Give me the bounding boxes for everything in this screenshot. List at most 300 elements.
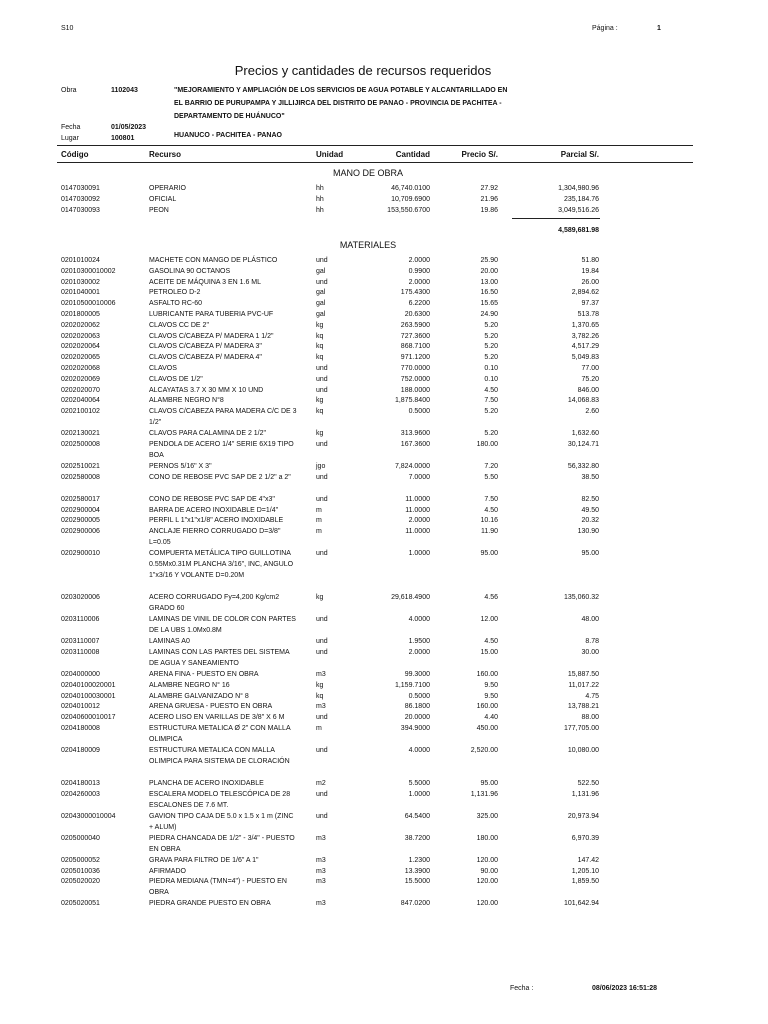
resource-code: 02043000010004 bbox=[61, 812, 116, 820]
resource-code: 0203110008 bbox=[61, 649, 100, 656]
resource-partial: 14,068.83 bbox=[567, 397, 599, 405]
resource-code: 02010300010002 bbox=[61, 267, 116, 275]
obra-code: 1102043 bbox=[111, 87, 138, 94]
obra-label: Obra bbox=[61, 87, 77, 94]
resource-price: 9.50 bbox=[484, 692, 498, 700]
resource-partial: 522.50 bbox=[577, 780, 599, 787]
resource-name: PETROLEO D-2 bbox=[149, 289, 201, 297]
resource-partial: 4.75 bbox=[585, 692, 599, 700]
column-header-resource: Recurso bbox=[149, 150, 182, 159]
resource-partial: 97.37 bbox=[581, 300, 599, 308]
resource-unit: und bbox=[316, 616, 328, 624]
resource-code: 0202020069 bbox=[61, 375, 100, 383]
resource-unit: m bbox=[316, 528, 322, 536]
resource-partial: 19.84 bbox=[581, 267, 599, 275]
resource-qty: 20.0000 bbox=[404, 714, 430, 722]
resource-qty: 0.5000 bbox=[408, 408, 430, 416]
resource-code: 0203110007 bbox=[61, 638, 100, 646]
lugar-description: HUANUCO - PACHITEA - PANAO bbox=[174, 132, 282, 139]
resource-price: 95.00 bbox=[480, 780, 498, 787]
resource-unit: und bbox=[316, 278, 328, 286]
resource-name: PIEDRA GRANDE PUESTO EN OBRA bbox=[149, 900, 271, 908]
resource-price: 5.20 bbox=[484, 354, 498, 362]
resource-unit: kg bbox=[316, 594, 324, 602]
resource-code: 0204180009 bbox=[61, 747, 100, 754]
resource-unit: m3 bbox=[316, 867, 326, 875]
resource-code: 0202500008 bbox=[61, 441, 100, 448]
resource-partial: 1,632.60 bbox=[571, 430, 599, 438]
resource-name: ANCLAJE FIERRO CORRUGADO D=3/8" L=0.05 bbox=[149, 528, 281, 547]
resource-partial: 1,205.10 bbox=[571, 867, 599, 875]
resource-price: 4.50 bbox=[484, 638, 498, 646]
resource-qty: 46,740.0100 bbox=[391, 185, 430, 192]
resource-partial: 95.00 bbox=[581, 550, 599, 558]
resource-partial: 2,894.62 bbox=[571, 289, 599, 297]
resource-qty: 868.7100 bbox=[400, 343, 430, 351]
resource-name: CLAVOS CC DE 2" bbox=[149, 321, 209, 329]
resource-name: PENDOLA DE ACERO 1/4" SERIE 6X19 TIPO BOA bbox=[149, 441, 294, 459]
column-header-unit: Unidad bbox=[316, 150, 344, 159]
resource-price: 5.20 bbox=[484, 332, 498, 340]
resource-qty: 10,709.6900 bbox=[391, 195, 430, 203]
resource-name: ASFALTO RC-60 bbox=[149, 300, 203, 308]
resource-partial: 846.00 bbox=[577, 386, 599, 394]
resource-code: 0204000000 bbox=[61, 671, 100, 678]
resource-qty: 1.0000 bbox=[408, 550, 430, 558]
resource-unit: kq bbox=[316, 408, 324, 416]
resource-unit: kq bbox=[316, 343, 324, 351]
resource-price: 120.00 bbox=[476, 900, 498, 908]
resource-price: 7.50 bbox=[484, 397, 498, 405]
resource-code: 0203110006 bbox=[61, 616, 100, 624]
resource-name: ESTRUCTURA METALICA Ø 2" CON MALLA OLIMPICA bbox=[149, 725, 291, 743]
resource-partial: 177,705.00 bbox=[563, 725, 599, 732]
resource-partial: 1,370.65 bbox=[571, 321, 599, 329]
page-number: 1 bbox=[657, 25, 661, 32]
resource-qty: 167.3600 bbox=[400, 441, 430, 448]
resource-qty: 4.0000 bbox=[408, 747, 430, 754]
section-title-labor: MANO DE OBRA bbox=[332, 168, 403, 178]
column-header-code: Código bbox=[61, 150, 89, 159]
resource-unit: und bbox=[316, 257, 328, 264]
page-label: Página : bbox=[592, 25, 618, 32]
footer-date-value: 08/06/2023 16:51:28 bbox=[592, 985, 657, 992]
resource-unit: und bbox=[316, 649, 328, 656]
resource-price: 4.50 bbox=[484, 506, 498, 514]
resource-partial: 75.20 bbox=[581, 375, 599, 383]
resource-code: 0202020065 bbox=[61, 354, 100, 362]
resource-code: 0204180013 bbox=[61, 780, 100, 787]
resource-partial: 3,782.26 bbox=[571, 332, 599, 340]
resource-qty: 770.0000 bbox=[400, 365, 430, 372]
resource-unit: hh bbox=[316, 185, 324, 192]
resource-code: 0205020051 bbox=[61, 900, 100, 908]
resource-code: 0202900006 bbox=[61, 528, 100, 536]
resource-name: CLAVOS C/CABEZA P/ MADERA 1 1/2" bbox=[149, 332, 274, 340]
resource-price: 10.16 bbox=[480, 517, 498, 525]
resource-code: 0202130021 bbox=[61, 430, 100, 438]
resource-name: ARENA GRUESA - PUESTO EN OBRA bbox=[149, 703, 273, 711]
resource-partial: 101,642.94 bbox=[563, 900, 599, 908]
resource-qty: 64.5400 bbox=[404, 812, 430, 820]
resource-qty: 1.0000 bbox=[408, 790, 430, 798]
resource-partial: 48.00 bbox=[581, 616, 599, 624]
resource-qty: 1.9500 bbox=[408, 638, 430, 646]
resource-price: 15.00 bbox=[480, 649, 498, 656]
resource-unit: gal bbox=[316, 311, 326, 318]
resource-partial: 130.90 bbox=[577, 528, 599, 536]
resource-qty: 2.0000 bbox=[408, 649, 430, 656]
resource-name: GAVION TIPO CAJA DE 5.0 x 1.5 x 1 m (ZINC + ALUM) bbox=[149, 812, 294, 831]
resource-price: 0.10 bbox=[484, 365, 498, 372]
resource-qty: 38.7200 bbox=[404, 834, 430, 842]
resource-price: 90.00 bbox=[480, 867, 498, 875]
resource-unit: kg bbox=[316, 321, 324, 329]
resource-unit: und bbox=[316, 386, 328, 394]
resource-name: BARRA DE ACERO INOXIDABLE D=1/4" bbox=[149, 506, 279, 514]
resource-partial: 49.50 bbox=[581, 506, 599, 514]
resource-qty: 2.0000 bbox=[408, 257, 430, 264]
resource-price: 120.00 bbox=[476, 878, 498, 886]
resource-name: PERNOS 5/16" X 3" bbox=[149, 463, 212, 470]
resource-partial: 6,970.39 bbox=[571, 834, 599, 842]
resource-name: LAMINAS DE VINIL DE COLOR CON PARTES DE LA UBS 1.0Mx0.8M bbox=[149, 616, 296, 635]
resource-code: 0202020064 bbox=[61, 343, 100, 351]
resource-name: PEON bbox=[149, 206, 169, 214]
document-title: Precios y cantidades de recursos requeridos bbox=[234, 63, 492, 78]
resource-name: PLANCHA DE ACERO INOXIDABLE bbox=[149, 780, 264, 787]
resource-price: 19.86 bbox=[480, 206, 498, 214]
resource-name: GRAVA PARA FILTRO DE 1/6" A 1" bbox=[149, 856, 259, 864]
resource-qty: 5.5000 bbox=[408, 780, 430, 787]
section-title-materials: MATERIALES bbox=[339, 240, 397, 250]
resource-qty: 7,824.0000 bbox=[394, 463, 430, 470]
resource-partial: 8.78 bbox=[585, 638, 599, 646]
resource-price: 450.00 bbox=[476, 725, 498, 732]
resource-partial: 15,887.50 bbox=[567, 671, 599, 678]
resource-unit: m bbox=[316, 517, 322, 525]
resource-code: 0202900010 bbox=[61, 550, 100, 558]
resource-name: PIEDRA MEDIANA (TMN=4") - PUESTO EN OBRA bbox=[149, 878, 287, 897]
resource-unit: und bbox=[316, 790, 328, 798]
fecha-label: Fecha bbox=[61, 124, 81, 131]
resource-qty: 847.0200 bbox=[400, 900, 430, 908]
resource-name: ALAMBRE GALVANIZADO N° 8 bbox=[149, 692, 249, 700]
resource-partial: 4,517.29 bbox=[571, 343, 599, 351]
resource-qty: 11.0000 bbox=[405, 506, 430, 514]
resource-unit: kq bbox=[316, 692, 324, 700]
resource-qty: 11.0000 bbox=[405, 495, 430, 503]
resource-code: 0202900004 bbox=[61, 506, 100, 514]
resource-qty: 394.9000 bbox=[400, 725, 430, 732]
resource-partial: 11,017.22 bbox=[568, 681, 599, 689]
resource-price: 160.00 bbox=[476, 671, 498, 678]
lugar-code: 100801 bbox=[111, 135, 135, 142]
resource-partial: 5,049.83 bbox=[571, 354, 599, 362]
resource-partial: 1,131.96 bbox=[571, 790, 599, 798]
resource-qty: 0.5000 bbox=[408, 692, 430, 700]
resource-code: 0202020063 bbox=[61, 332, 100, 340]
resource-price: 15.65 bbox=[480, 300, 498, 308]
resource-code: 0201030002 bbox=[61, 278, 100, 286]
resource-name: CLAVOS DE 1/2" bbox=[149, 375, 203, 383]
resource-price: 4.50 bbox=[484, 386, 498, 394]
resource-price: 4.56 bbox=[484, 594, 498, 602]
resource-qty: 86.1800 bbox=[404, 703, 430, 711]
resource-qty: 188.0000 bbox=[400, 386, 430, 394]
resource-code: 0202580008 bbox=[61, 473, 100, 481]
resource-partial: 1,859.50 bbox=[571, 878, 599, 886]
resource-unit: und bbox=[316, 812, 328, 820]
resource-partial: 38.50 bbox=[581, 473, 599, 481]
resource-unit: m3 bbox=[316, 671, 326, 678]
resource-qty: 153,550.6700 bbox=[387, 206, 430, 214]
resource-price: 13.00 bbox=[480, 278, 498, 286]
resource-qty: 20.6300 bbox=[404, 311, 430, 318]
resource-partial: 13,788.21 bbox=[567, 703, 599, 711]
resource-partial: 235,184.76 bbox=[563, 195, 599, 203]
resource-name: ACEITE DE MÁQUINA 3 EN 1.6 ML bbox=[149, 278, 262, 286]
resource-price: 4.40 bbox=[484, 714, 498, 722]
resource-unit: kq bbox=[316, 332, 324, 340]
resource-unit: und bbox=[316, 365, 328, 372]
resource-unit: hh bbox=[316, 195, 324, 203]
resource-price: 95.00 bbox=[480, 550, 498, 558]
resource-code: 0147030091 bbox=[61, 185, 100, 192]
resource-code: 0205010036 bbox=[61, 867, 100, 875]
resource-partial: 56,332.80 bbox=[567, 463, 599, 470]
resource-name: CONO DE REBOSE PVC SAP DE 4"x3" bbox=[149, 495, 275, 503]
resource-partial: 77.00 bbox=[581, 365, 599, 372]
resource-partial: 30.00 bbox=[581, 649, 599, 656]
resource-partial: 82.50 bbox=[581, 495, 599, 503]
resource-unit: kg bbox=[316, 681, 324, 689]
resource-name: PIEDRA CHANCADA DE 1/2" - 3/4" - PUESTO EN OBRA bbox=[149, 834, 295, 853]
resource-name: OPERARIO bbox=[149, 185, 186, 192]
resource-price: 180.00 bbox=[476, 441, 498, 448]
resource-price: 160.00 bbox=[476, 703, 498, 711]
resource-code: 0147030092 bbox=[61, 195, 100, 203]
resource-price: 1,131.96 bbox=[470, 790, 498, 798]
resource-code: 0202510021 bbox=[61, 463, 100, 470]
resource-unit: m3 bbox=[316, 900, 326, 908]
resource-qty: 2.0000 bbox=[408, 278, 430, 286]
resource-code: 02010500010006 bbox=[61, 300, 116, 308]
resource-price: 5.20 bbox=[484, 408, 498, 416]
resource-name: ALAMBRE NEGRO N°8 bbox=[149, 397, 224, 405]
resource-price: 7.20 bbox=[484, 463, 498, 470]
resource-name: ALCAYATAS 3.7 X 30 MM X 10 UND bbox=[149, 386, 264, 394]
resource-code: 02040100030001 bbox=[61, 692, 116, 700]
resource-unit: m3 bbox=[316, 856, 326, 864]
resource-code: 0204180008 bbox=[61, 725, 100, 732]
resource-partial: 1,304,980.96 bbox=[558, 185, 599, 192]
resource-price: 325.00 bbox=[476, 812, 498, 820]
resource-price: 20.00 bbox=[480, 267, 498, 275]
resource-unit: kq bbox=[316, 354, 324, 362]
footer-date-label: Fecha : bbox=[510, 985, 534, 992]
resource-price: 7.50 bbox=[484, 495, 498, 503]
resource-qty: 727.3600 bbox=[400, 332, 430, 340]
resource-code: 0202580017 bbox=[61, 495, 100, 503]
resource-code: 0205020020 bbox=[61, 878, 100, 886]
resource-qty: 7.0000 bbox=[408, 473, 430, 481]
resource-unit: m3 bbox=[316, 703, 326, 711]
resource-price: 0.10 bbox=[484, 375, 498, 383]
resource-partial: 20.32 bbox=[581, 517, 599, 525]
column-header-partial: Parcial S/. bbox=[560, 150, 599, 159]
resource-unit: jgo bbox=[316, 463, 326, 470]
resource-name: CLAVOS C/CABEZA P/ MADERA 3" bbox=[149, 343, 262, 351]
resource-name: CLAVOS PARA CALAMINA DE 2 1/2" bbox=[149, 430, 266, 438]
report-code: S10 bbox=[61, 25, 74, 32]
resource-code: 0205000040 bbox=[61, 834, 100, 842]
resource-qty: 13.3900 bbox=[404, 867, 430, 875]
column-header-price: Precio S/. bbox=[461, 150, 498, 159]
resource-price: 24.90 bbox=[480, 311, 498, 318]
lugar-label: Lugar bbox=[61, 135, 79, 142]
resource-partial: 51.80 bbox=[581, 257, 599, 264]
resource-price: 16.50 bbox=[480, 289, 498, 297]
resource-code: 02040600010017 bbox=[61, 714, 116, 722]
resource-name: CLAVOS C/CABEZA P/ MADERA 4" bbox=[149, 354, 262, 362]
resource-qty: 313.9600 bbox=[400, 430, 430, 438]
resource-qty: 4.0000 bbox=[408, 616, 430, 624]
resource-price: 5.20 bbox=[484, 343, 498, 351]
resource-name: ARENA FINA - PUESTO EN OBRA bbox=[149, 671, 259, 678]
resource-unit: und bbox=[316, 495, 328, 503]
resource-partial: 135,060.32 bbox=[563, 594, 599, 602]
resource-qty: 263.5900 bbox=[400, 321, 430, 329]
resource-unit: und bbox=[316, 441, 328, 448]
resource-name: COMPUERTA METÁLICA TIPO GUILLOTINA 0.55Mx0.31M PLANCHA 3/16", INC, ANGULO 1"x3/16 Y VOLANTE D=0.20M bbox=[149, 550, 294, 580]
resource-unit: und bbox=[316, 714, 328, 722]
resource-partial: 2.60 bbox=[585, 408, 599, 416]
resource-name: ACERO CORRUGADO Fy=4,200 Kg/cm2 GRADO 60 bbox=[149, 594, 280, 613]
resource-unit: hh bbox=[316, 206, 324, 214]
resource-qty: 1,875.8400 bbox=[394, 397, 430, 405]
resource-code: 0202100102 bbox=[61, 408, 100, 416]
resource-name: LAMINAS A0 bbox=[149, 638, 190, 646]
resource-name: CLAVOS bbox=[149, 365, 177, 372]
resource-unit: und bbox=[316, 550, 328, 558]
resource-unit: und bbox=[316, 375, 328, 383]
resource-unit: und bbox=[316, 473, 328, 481]
resource-code: 0203020006 bbox=[61, 594, 100, 602]
resource-price: 120.00 bbox=[476, 856, 498, 864]
resource-unit: und bbox=[316, 747, 328, 754]
resource-qty: 971.1200 bbox=[400, 354, 430, 362]
resource-code: 0202020068 bbox=[61, 365, 100, 372]
resource-name: AFIRMADO bbox=[149, 867, 186, 875]
resource-code: 0201010024 bbox=[61, 257, 100, 264]
resource-unit: gal bbox=[316, 289, 326, 297]
resource-code: 0201040001 bbox=[61, 289, 100, 297]
resource-name: ACERO LISO EN VARILLAS DE 3/8" X 6 M bbox=[149, 714, 285, 722]
resource-unit: m3 bbox=[316, 834, 326, 842]
resource-price: 2,520.00 bbox=[470, 747, 498, 754]
resource-partial: 147.42 bbox=[577, 856, 599, 864]
resource-price: 27.92 bbox=[480, 185, 498, 192]
resource-qty: 29,618.4900 bbox=[391, 594, 430, 602]
resource-code: 0147030093 bbox=[61, 206, 100, 214]
resource-code: 0204260003 bbox=[61, 790, 100, 798]
resource-code: 0202040064 bbox=[61, 397, 100, 405]
resource-qty: 15.5000 bbox=[404, 878, 430, 886]
resource-price: 5.50 bbox=[484, 473, 498, 481]
resource-partial: 513.78 bbox=[577, 311, 599, 318]
resource-qty: 99.3000 bbox=[404, 671, 430, 678]
resource-unit: m bbox=[316, 725, 322, 732]
resource-name: LAMINAS CON LAS PARTES DEL SISTEMA DE AGUA Y SANEAMIENTO bbox=[149, 649, 290, 667]
fecha-value: 01/05/2023 bbox=[111, 124, 147, 131]
resource-code: 0205000052 bbox=[61, 856, 100, 864]
header-rule-top bbox=[57, 145, 693, 146]
resource-price: 9.50 bbox=[484, 681, 498, 689]
resource-price: 5.20 bbox=[484, 321, 498, 329]
resource-price: 12.00 bbox=[480, 616, 498, 624]
resource-price: 11.90 bbox=[481, 528, 498, 536]
resource-qty: 6.2200 bbox=[408, 300, 430, 308]
resource-partial: 26.00 bbox=[581, 278, 599, 286]
resource-unit: m2 bbox=[316, 780, 326, 787]
resource-name: CONO DE REBOSE PVC SAP DE 2 1/2" a 2" bbox=[149, 473, 291, 481]
resource-unit: kg bbox=[316, 397, 324, 405]
resource-partial: 3,049,516.26 bbox=[558, 206, 599, 214]
resource-name: ESCALERA MODELO TELESCÓPICA DE 28 ESCALONES DE 7.6 MT. bbox=[149, 790, 291, 809]
column-header-qty: Cantidad bbox=[395, 150, 430, 159]
resource-name: CLAVOS C/CABEZA PARA MADERA C/C DE 3 1/2" bbox=[149, 408, 297, 427]
resource-name: GASOLINA 90 OCTANOS bbox=[149, 267, 231, 275]
labor-subtotal: 4,589,681.98 bbox=[558, 227, 599, 234]
resource-name: PERFIL L 1"x1"x1/8" ACERO INOXIDABLE bbox=[149, 517, 284, 525]
resource-partial: 88.00 bbox=[581, 714, 599, 722]
resource-unit: m3 bbox=[316, 878, 326, 886]
labor-subtotal-rule bbox=[512, 218, 600, 219]
resource-code: 0204010012 bbox=[61, 703, 100, 711]
resource-code: 02040100020001 bbox=[61, 681, 116, 689]
resource-unit: m bbox=[316, 506, 322, 514]
resource-price: 21.96 bbox=[480, 195, 498, 203]
resource-price: 25.90 bbox=[480, 257, 498, 264]
resource-qty: 1,159.7100 bbox=[394, 681, 430, 689]
resource-unit: kg bbox=[316, 430, 324, 438]
resource-partial: 30,124.71 bbox=[567, 441, 599, 448]
obra-description: "MEJORAMIENTO Y AMPLIACIÓN DE LOS SERVICIOS DE AGUA POTABLE Y ALCANTARILLADO EN EL BARRIO DE PURUPAMPA Y JILLIJIRCA DEL DISTRITO DE PANAO - PROVINCIA DE PACHITEA - DEPARTAMENTO DE HUÁNUCO" bbox=[174, 87, 508, 120]
resource-qty: 1.2300 bbox=[408, 856, 430, 864]
resource-name: LUBRICANTE PARA TUBERIA PVC-UF bbox=[149, 311, 274, 318]
resource-partial: 20,973.94 bbox=[567, 812, 599, 820]
resource-unit: gal bbox=[316, 300, 326, 308]
resource-qty: 2.0000 bbox=[408, 517, 430, 525]
resource-partial: 10,080.00 bbox=[567, 747, 599, 754]
resource-name: MACHETE CON MANGO DE PLÁSTICO bbox=[149, 257, 278, 264]
resource-name: ESTRUCTURA METALICA CON MALLA OLIMPICA PARA SISTEMA DE CLORACIÓN bbox=[149, 747, 290, 765]
resource-name: OFICIAL bbox=[149, 195, 177, 203]
resource-price: 180.00 bbox=[476, 834, 498, 842]
resource-unit: gal bbox=[316, 267, 326, 275]
resource-code: 0202020070 bbox=[61, 386, 100, 394]
header-rule-bottom bbox=[57, 162, 693, 163]
resource-price: 5.20 bbox=[484, 430, 498, 438]
resource-qty: 175.4300 bbox=[400, 289, 430, 297]
resource-code: 0202900005 bbox=[61, 517, 100, 525]
resource-code: 0202020062 bbox=[61, 321, 100, 329]
resource-qty: 0.9900 bbox=[408, 267, 430, 275]
resource-unit: und bbox=[316, 638, 328, 646]
resource-code: 0201800005 bbox=[61, 311, 100, 318]
resource-name: ALAMBRE NEGRO N° 16 bbox=[149, 681, 230, 689]
